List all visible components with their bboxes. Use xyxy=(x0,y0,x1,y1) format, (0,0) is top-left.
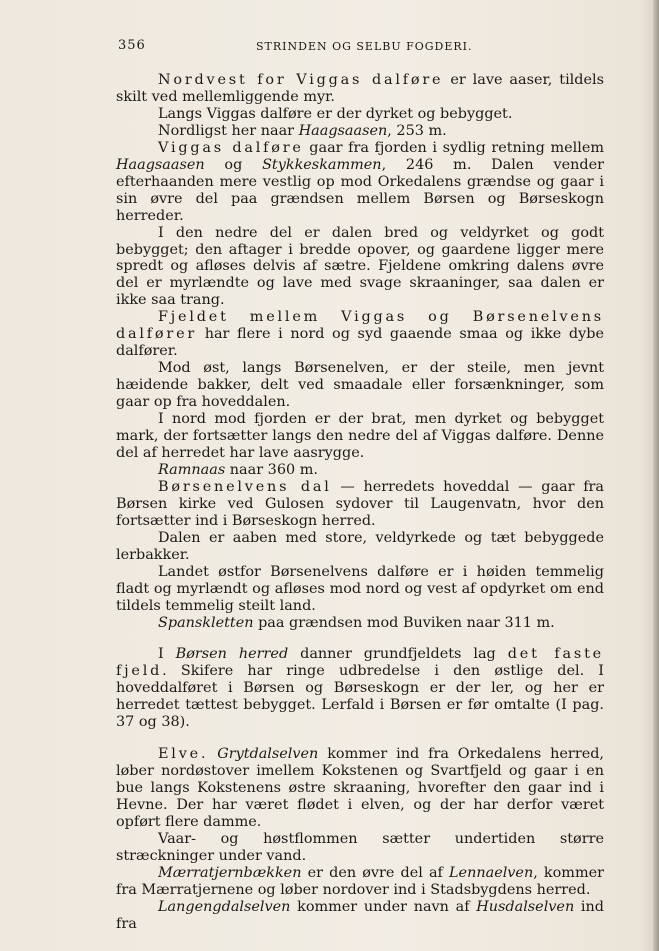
text-run: paa grændsen mod Buviken naar 311 m. xyxy=(253,614,555,631)
paragraph-p3 xyxy=(116,123,604,140)
text-run: har flere i nord og syd gaaende smaa og ikke dybe dalfører. xyxy=(116,326,604,360)
paragraph-p7 xyxy=(116,360,604,411)
text-run: — herredets hoveddal — gaar fra Børsen kirke ved Gulosen sydover til Laugenvatn, hvor den fortsætter ind i Børseskogn herred. xyxy=(116,478,604,529)
paragraph-p11 xyxy=(116,530,604,564)
text-run: , 246 m. Dalen vender efterhaanden mere vestlig op mod Orkedalens grændse og gaar i sin øvre del paa grændsen mellem Børsen og Børseskogn herreder. xyxy=(116,156,604,224)
page-edge-shadow xyxy=(653,0,659,951)
text-run xyxy=(208,746,217,762)
paragraph-p4 xyxy=(116,140,604,225)
text-run: kommer under navn af xyxy=(290,898,477,915)
text-run: I den nedre del er dalen bred og veldyrket og godt bebygget; den aftager i bredde opover, og gaardene ligger mere spredt og afløses delvis af sætre. Fjeldene omkring dalens øvre del er myrlændte og lave med svage skraaninger, saa dalen er ikke saa trang. xyxy=(116,224,604,309)
spaced-emphasis: Elve. xyxy=(158,746,209,763)
text-run: kommer ind fra Orkedalens herred, løber nordøstover imellem Kokstenen og Svartfjeld og gaar i en bue langs Kokstenens østre skraaning, hvorefter den gaar ind i Hevne. Der har været flødet i elven, og der har derfor været opført flere damme. xyxy=(116,746,604,831)
spaced-emphasis: Viggas dalføre xyxy=(158,139,304,156)
text-run: I nord mod fjorden er der brat, men dyrket og bebygget mark, der fortsætter langs den nedre del af Viggas dalføre. Denne del af herredet har lave aasrygge. xyxy=(116,411,604,461)
text-run: Dalen er aaben med store, veldyrkede og tæt bebyggede lerbakker. xyxy=(116,529,604,563)
text-run: Nordligst her naar xyxy=(158,122,299,139)
paragraph-p16 xyxy=(116,831,604,865)
text-run: danner grundfjeldets lag xyxy=(288,646,508,663)
paragraph-p5 xyxy=(116,225,604,310)
paragraph-p6 xyxy=(116,309,604,360)
italic-name: Grytdalselven xyxy=(217,746,319,763)
paragraph-p9 xyxy=(116,462,604,479)
paragraph-p14 xyxy=(116,646,604,731)
text-run: Mod øst, langs Børsenelven, er der steile, men jevnt hæidende bakker, delt ved smaadale eller forsænkninger, som gaar op fra hoveddalen. xyxy=(116,360,604,411)
text-run: Landet østfor Børsenelvens dalføre er i høiden temmelig fladt og myrlændt og afløses mod nord og vest af opdyrket om end tildels temmelig steilt land. xyxy=(116,563,604,614)
paragraph-p18 xyxy=(116,899,604,933)
text-run: naar 360 m. xyxy=(225,461,318,478)
text-run: er den øvre del af xyxy=(301,864,449,881)
paragraph-p15 xyxy=(116,746,604,831)
text-run: og xyxy=(204,156,263,173)
text-run: . Skifere har ringe udbredelse i den østlige del. I hoveddalføret i Børsen og Børseskogn er der ler, og her er herredet tættest bebygget. Lerfald i Børsen er før omtalte (I pag. 37 og 38). xyxy=(116,663,604,731)
text-run: , kommer fra Mærratjernene og løber nordover ind i Stadsbygdens herred. xyxy=(116,864,604,898)
italic-name: Ramnaas xyxy=(158,461,226,478)
running-title: STRINDEN OG SELBU FOGDERI. xyxy=(256,40,473,53)
page-number: 356 xyxy=(118,38,146,53)
text-run: Langs Viggas dalføre er der dyrket og bebygget. xyxy=(158,105,513,122)
spaced-emphasis: Nordvest for Viggas dalføre xyxy=(158,72,444,88)
page-header xyxy=(118,38,608,58)
italic-name: Mærratjernbækken xyxy=(158,864,302,881)
body-text xyxy=(116,72,604,933)
text-run: gaar fra fjorden i sydlig retning mellem xyxy=(303,139,604,156)
spaced-emphasis: Børsenelvens dal xyxy=(158,478,332,495)
text-run: Vaar- og høstflommen sætter undertiden større stræckninger under vand. xyxy=(116,830,604,864)
paragraph-p12 xyxy=(116,564,604,615)
paragraph-p13 xyxy=(116,615,604,632)
italic-name: Stykkeskammen xyxy=(262,156,382,173)
italic-name: Haagsaasen xyxy=(116,156,205,173)
spaced-emphasis: Fjeldet mellem Viggas og Børsenelvens dalfører xyxy=(116,309,604,343)
paragraph-p2 xyxy=(116,106,604,123)
paragraph-p10 xyxy=(116,479,604,530)
spaced-emphasis: det faste fjeld xyxy=(116,646,604,680)
text-run: er lave aaser, tildels skilt ved mellemliggende myr. xyxy=(116,72,604,105)
italic-name: Langengdalselven xyxy=(158,898,291,915)
italic-name: Haagsaasen xyxy=(298,122,388,139)
italic-name: Spanskletten xyxy=(158,614,254,631)
paragraph-p1 xyxy=(116,72,604,106)
italic-name: Lennaelven xyxy=(449,864,534,881)
paragraph-p8 xyxy=(116,411,604,462)
text-run: I xyxy=(158,646,176,663)
italic-name: Husdalselven xyxy=(476,898,575,915)
text-run: , 253 m. xyxy=(387,122,447,139)
italic-name: Børsen herred xyxy=(175,646,289,663)
paragraph-p17 xyxy=(116,865,604,899)
text-run: ind fra xyxy=(116,898,604,932)
